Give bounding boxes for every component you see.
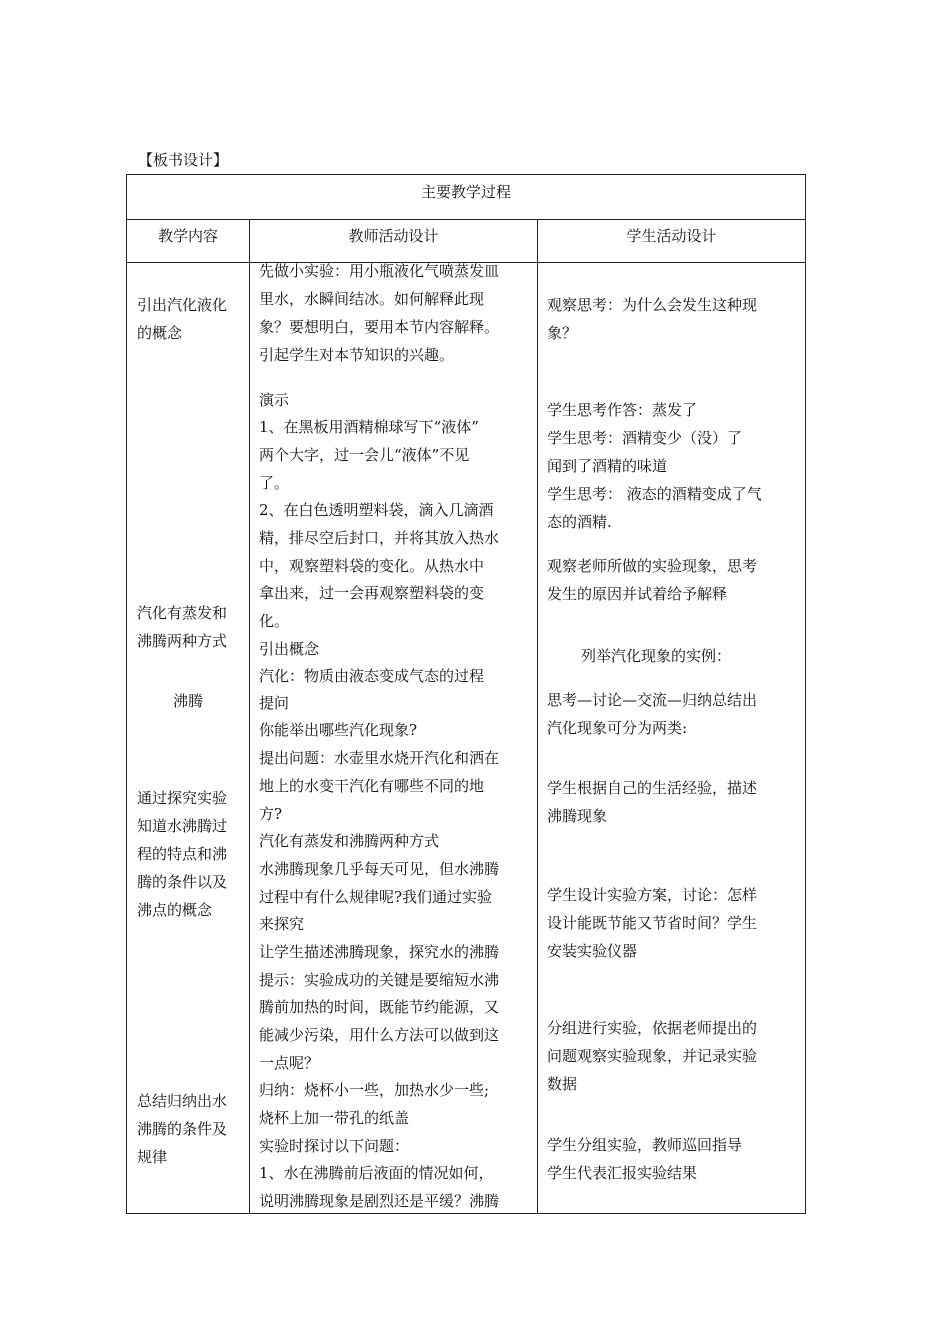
student-line: 分组进行实验，依据老师提出的 — [547, 1019, 758, 1037]
teacher-line: 说明沸腾现象是剧烈还是平缓？沸腾 — [259, 1192, 500, 1210]
student-line: 观察思考：为什么会发生这种现 — [547, 296, 758, 314]
student-line: 设计能既节能又节省时间？学生 — [547, 914, 758, 932]
student-line: 安装实验仪器 — [547, 942, 638, 960]
teacher-line: 汽化：物质由液态变成气态的过程 — [259, 667, 485, 685]
teacher-line: 你能举出哪些汽化现象? — [259, 721, 418, 739]
section-heading: 【板书设计】 — [138, 151, 229, 169]
content-line: 沸点的概念 — [137, 901, 213, 919]
teacher-line: 水沸腾现象几乎每天可见，但水沸腾 — [259, 860, 500, 878]
table-title: 主要教学过程 — [420, 183, 511, 201]
table-border-title-bottom — [126, 219, 806, 220]
teacher-line: 2、在白色透明塑料袋，滴入几滴酒 — [259, 501, 494, 519]
content-line: 程的特点和沸 — [137, 845, 228, 863]
student-line: 学生代表汇报实验结果 — [547, 1164, 698, 1182]
student-line: 学生分组实验，教师巡回指导 — [547, 1136, 743, 1154]
content-line: 通过探究实验 — [137, 789, 228, 807]
student-line: 学生根据自己的生活经验，描述 — [547, 779, 758, 797]
table-divider-2 — [537, 219, 538, 1214]
content-line: 总结归纳出水 — [137, 1092, 228, 1110]
teacher-line: 提问 — [259, 694, 290, 712]
teacher-line: 两个大字，过一会儿“液体”不见 — [259, 446, 470, 464]
teacher-line: 精，排尽空后封口，并将其放入热水 — [259, 529, 500, 547]
header-teacher-activity: 教师活动设计 — [348, 227, 439, 245]
table-border-top — [126, 174, 806, 175]
content-line: 沸腾两种方式 — [137, 632, 228, 650]
teacher-line: 中，观察塑料袋的变化。从热水中 — [259, 557, 485, 575]
teacher-line: 拿出来，过一会再观察塑料袋的变 — [259, 584, 485, 602]
student-line: 学生思考作答：蒸发了 — [547, 401, 698, 419]
content-line: 汽化有蒸发和 — [137, 604, 228, 622]
teacher-line: 1、在黑板用酒精棉球写下“液体” — [259, 418, 479, 436]
student-line: 发生的原因并试着给予解释 — [547, 585, 728, 603]
teacher-line: 归纳：烧杯小一些，加热水少一些; — [259, 1081, 490, 1099]
teacher-line: 腾前加热的时间，既能节约能源，又 — [259, 998, 500, 1016]
content-line: 知道水沸腾过 — [137, 817, 228, 835]
content-line: 引出汽化液化 — [137, 296, 228, 314]
content-line: 的概念 — [137, 324, 183, 342]
student-line: 学生设计实验方案，讨论：怎样 — [547, 886, 758, 904]
teacher-line: 了。 — [259, 474, 290, 492]
student-line: 汽化现象可分为两类: — [547, 719, 688, 737]
teacher-line: 来探究 — [259, 915, 305, 933]
student-line: 观察老师所做的实验现象，思考 — [547, 557, 758, 575]
content-line: 沸腾的条件及 — [137, 1120, 228, 1138]
teacher-line: 演示 — [259, 391, 290, 409]
header-teaching-content: 教学内容 — [157, 227, 218, 245]
teacher-line: 提示：实验成功的关键是要缩短水沸 — [259, 971, 500, 989]
content-line: 规律 — [137, 1148, 168, 1166]
teacher-line: 实验时探讨以下问题： — [259, 1137, 410, 1155]
teacher-line: 汽化有蒸发和沸腾两种方式 — [259, 832, 440, 850]
teacher-line: 让学生描述沸腾现象，探究水的沸腾 — [259, 943, 500, 961]
student-line: 问题观察实验现象，并记录实验 — [547, 1047, 758, 1065]
student-line: 学生思考： 液态的酒精变成了气 — [547, 485, 762, 503]
teacher-line: 地上的水变干汽化有哪些不同的地 — [259, 777, 485, 795]
table-border-left — [126, 174, 127, 1214]
table-divider-1 — [249, 219, 250, 1214]
teacher-line: 里水，水瞬间结冰。如何解释此现 — [259, 290, 485, 308]
student-line: 沸腾现象 — [547, 807, 608, 825]
student-line: 象？ — [547, 324, 578, 342]
teacher-line: 引起学生对本节知识的兴趣。 — [259, 346, 455, 364]
student-line: 态的酒精. — [547, 513, 612, 531]
teacher-line: 1、水在沸腾前后液面的情况如何， — [259, 1164, 494, 1182]
teacher-line: 先做小实验：用小瓶液化气喷蒸发皿 — [259, 262, 500, 280]
teacher-line: 引出概念 — [259, 640, 320, 658]
table-border-right — [805, 174, 806, 1214]
student-line: 闻到了酒精的味道 — [547, 457, 668, 475]
teacher-line: 能减少污染，用什么方法可以做到这 — [259, 1026, 500, 1044]
student-line: 思考—讨论—交流—归纳总结出 — [547, 691, 758, 709]
teacher-line: 象？要想明白，要用本节内容解释。 — [259, 318, 500, 336]
student-line: 列举汽化现象的实例： — [581, 647, 732, 665]
content-line: 沸腾 — [173, 692, 204, 710]
teacher-line: 化。 — [259, 612, 290, 630]
teacher-line: 烧杯上加一带孔的纸盖 — [259, 1109, 410, 1127]
content-line: 腾的条件以及 — [137, 873, 228, 891]
teacher-line: 过程中有什么规律呢?我们通过实验 — [259, 888, 493, 906]
teacher-line: 提出问题：水壶里水烧开汽化和洒在 — [259, 749, 500, 767]
teacher-line: 方? — [259, 805, 283, 823]
student-line: 数据 — [547, 1075, 578, 1093]
student-line: 学生思考：酒精变少（没）了 — [547, 429, 743, 447]
teacher-line: 一点呢？ — [259, 1054, 320, 1072]
header-student-activity: 学生活动设计 — [626, 227, 717, 245]
